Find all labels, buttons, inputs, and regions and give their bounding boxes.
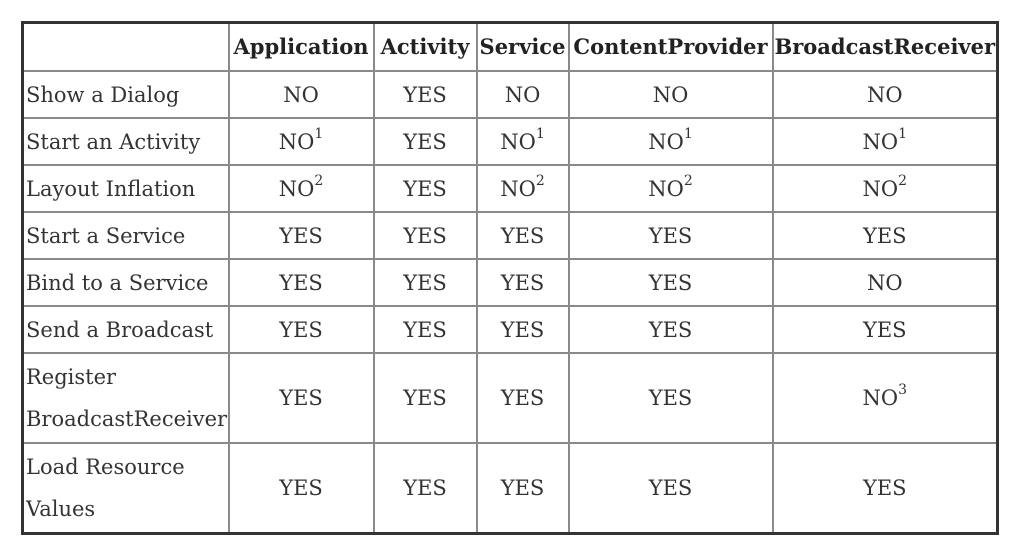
column-header-broadcastreceiver: BroadcastReceiver: [773, 23, 998, 72]
table-row: [23, 71, 998, 118]
cell-value: YES: [862, 476, 907, 500]
cell-application: [229, 118, 374, 165]
cell-broadcastreceiver: [773, 212, 998, 259]
cell-value: YES: [648, 476, 693, 500]
cell-value: YES: [403, 476, 447, 500]
cell-contentprovider: [569, 71, 773, 118]
table-row: [23, 353, 998, 443]
cell-activity: [374, 118, 477, 165]
row-label: Bind to a Service: [23, 259, 229, 306]
column-header-application: Application: [229, 23, 374, 72]
cell-contentprovider: [569, 212, 773, 259]
cell-application: [229, 259, 374, 306]
cell-contentprovider: [569, 306, 773, 353]
cell-value: YES: [403, 270, 447, 295]
cell-application: [229, 71, 374, 118]
cell-value: YES: [403, 129, 447, 154]
cell-service: [477, 259, 569, 306]
table-row: [23, 118, 998, 165]
context-capabilities-table: [21, 21, 999, 535]
cell-value: YES: [279, 386, 323, 410]
cell-contentprovider: [569, 118, 773, 165]
cell-value: YES: [279, 476, 323, 500]
column-header-contentprovider: ContentProvider: [569, 23, 773, 72]
cell-broadcastreceiver: [773, 306, 998, 353]
cell-application: [229, 212, 374, 259]
cell-application: [229, 443, 374, 534]
cell-value: NO: [866, 82, 903, 107]
cell-broadcastreceiver: [773, 165, 998, 212]
row-label: Register BroadcastReceiver: [23, 353, 229, 443]
cell-contentprovider: [569, 165, 773, 212]
cell-activity: [374, 353, 477, 443]
table-row: [23, 259, 998, 306]
cell-broadcastreceiver: [773, 259, 998, 306]
cell-application: [229, 353, 374, 443]
table-body: [23, 71, 998, 534]
cell-broadcastreceiver: [773, 443, 998, 534]
footnote-marker: 2: [314, 172, 324, 189]
footnote-marker: 1: [898, 125, 907, 142]
table-row: [23, 306, 998, 353]
cell-value: NO: [866, 270, 903, 295]
cell-activity: [374, 259, 477, 306]
context-capabilities-table-wrapper: [21, 21, 999, 535]
cell-value: YES: [403, 317, 447, 342]
cell-activity: [374, 212, 477, 259]
cell-service: [477, 353, 569, 443]
footnote-marker: 2: [535, 172, 545, 189]
cell-value: YES: [648, 223, 693, 248]
column-header-activity: Activity: [374, 23, 477, 72]
cell-service: [477, 306, 569, 353]
header-corner-cell: [23, 23, 229, 72]
footnote-marker: 2: [898, 172, 907, 189]
cell-value: YES: [648, 270, 693, 295]
cell-value: NO: [278, 176, 315, 201]
cell-value: YES: [279, 223, 323, 248]
cell-value: YES: [862, 317, 907, 342]
column-header-service: Service: [477, 23, 569, 72]
cell-service: [477, 443, 569, 534]
row-label: Layout Inflation: [23, 165, 229, 212]
row-label: Load Resource Values: [23, 443, 229, 534]
cell-activity: [374, 306, 477, 353]
cell-activity: [374, 71, 477, 118]
table-header-row: [23, 23, 998, 72]
cell-value: NO: [648, 129, 684, 154]
table-row: [23, 443, 998, 534]
row-label: Show a Dialog: [23, 71, 229, 118]
cell-value: YES: [500, 317, 545, 342]
cell-value: NO: [278, 129, 315, 154]
cell-value: NO: [283, 82, 319, 107]
footnote-marker: 1: [314, 125, 324, 142]
cell-broadcastreceiver: [773, 118, 998, 165]
cell-value: YES: [500, 223, 545, 248]
footnote-marker: 1: [535, 125, 545, 142]
cell-value: YES: [500, 476, 545, 500]
footnote-marker: 2: [683, 172, 693, 189]
cell-value: YES: [403, 386, 447, 410]
cell-value: NO: [862, 386, 899, 410]
cell-value: YES: [648, 386, 693, 410]
cell-value: YES: [500, 386, 545, 410]
cell-value: YES: [403, 223, 447, 248]
cell-contentprovider: [569, 353, 773, 443]
cell-value: NO: [652, 82, 689, 107]
row-label: Send a Broadcast: [23, 306, 229, 353]
cell-service: [477, 165, 569, 212]
cell-value: NO: [504, 82, 541, 107]
table-row: [23, 212, 998, 259]
row-label: Start an Activity: [23, 118, 229, 165]
cell-value: NO: [500, 176, 536, 201]
row-label: Start a Service: [23, 212, 229, 259]
cell-application: [229, 165, 374, 212]
cell-value: YES: [279, 317, 323, 342]
cell-application: [229, 306, 374, 353]
footnote-marker: 1: [683, 125, 693, 142]
cell-contentprovider: [569, 443, 773, 534]
cell-value: YES: [403, 82, 447, 107]
footnote-marker: 3: [898, 382, 907, 398]
cell-value: NO: [862, 176, 899, 201]
cell-value: NO: [500, 129, 536, 154]
cell-activity: [374, 443, 477, 534]
cell-value: YES: [403, 176, 447, 201]
cell-value: NO: [648, 176, 684, 201]
cell-value: NO: [862, 129, 899, 154]
cell-broadcastreceiver: [773, 71, 998, 118]
cell-value: YES: [648, 317, 693, 342]
cell-contentprovider: [569, 259, 773, 306]
cell-value: YES: [862, 223, 907, 248]
cell-service: [477, 212, 569, 259]
cell-broadcastreceiver: [773, 353, 998, 443]
cell-value: YES: [279, 270, 323, 295]
cell-activity: [374, 165, 477, 212]
cell-service: [477, 118, 569, 165]
cell-service: [477, 71, 569, 118]
table-row: [23, 165, 998, 212]
cell-value: YES: [500, 270, 545, 295]
